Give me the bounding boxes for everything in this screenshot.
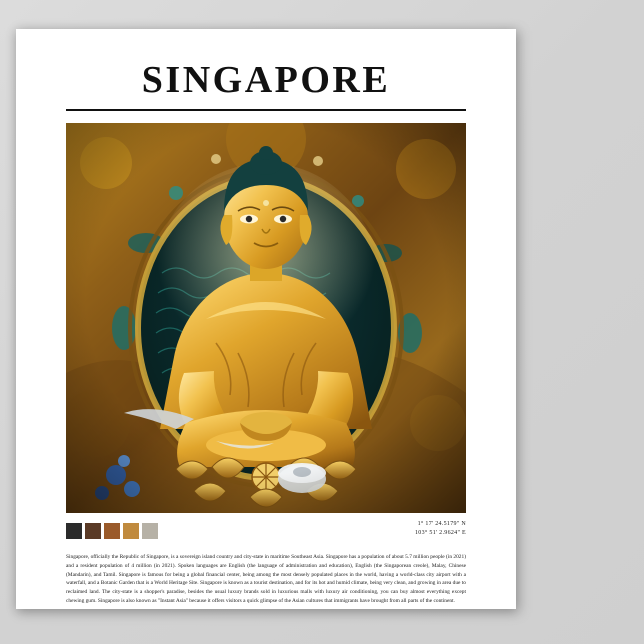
poster-header [66,61,466,111]
poster-meta-row [66,521,466,543]
swatch-stone [142,523,158,539]
color-swatches [66,523,161,539]
latitude-text: 1° 17' 24.5179" N [417,521,466,527]
photo-artwork [66,123,466,513]
description-text: Singapore, officially the Republic of Singapore, is a sovereign island country and city-state in maritime Southeast Asia. Singapore has a population of about 5.7 million people (in 2021) and a resident population of 4 million (in 2021). Spoken languages are English (the language of administration and education), English (the Singaporean creole), Malay, Chinese (Mandarin), and Tamil. Singapore is famous for being a global financial center, being among the most densely populated places in the world, having a world-class city airport with a waterfall, and a Botanic Garden that is a World Heritage Site. Singapore is known as a tourist destination, and for its hot and humid climate, being very clean, and growing in area due to reclaimed land. The city-state is a shopper's paradise, besides the usual luxury brands sold in luxurious malls with luxury air conditioning, you can buy almost everything except chewing gum. Singapore is also known as "Instant Asia" because it offers visitors a quick glimpse of the Asian cultures that immigrants have brought from all parts of the continent. [66,554,466,604]
page-title: SINGAPORE [141,59,391,101]
coordinates [415,520,466,539]
title-divider [66,109,466,111]
swatch-dark-brown [85,523,101,539]
swatch-amber [123,523,139,539]
swatch-rust [104,523,120,539]
swatch-charcoal [66,523,82,539]
longitude-text: 103° 51' 2.9624" E [415,530,466,537]
buddha-statue-photo [66,123,466,513]
poster [16,29,516,609]
